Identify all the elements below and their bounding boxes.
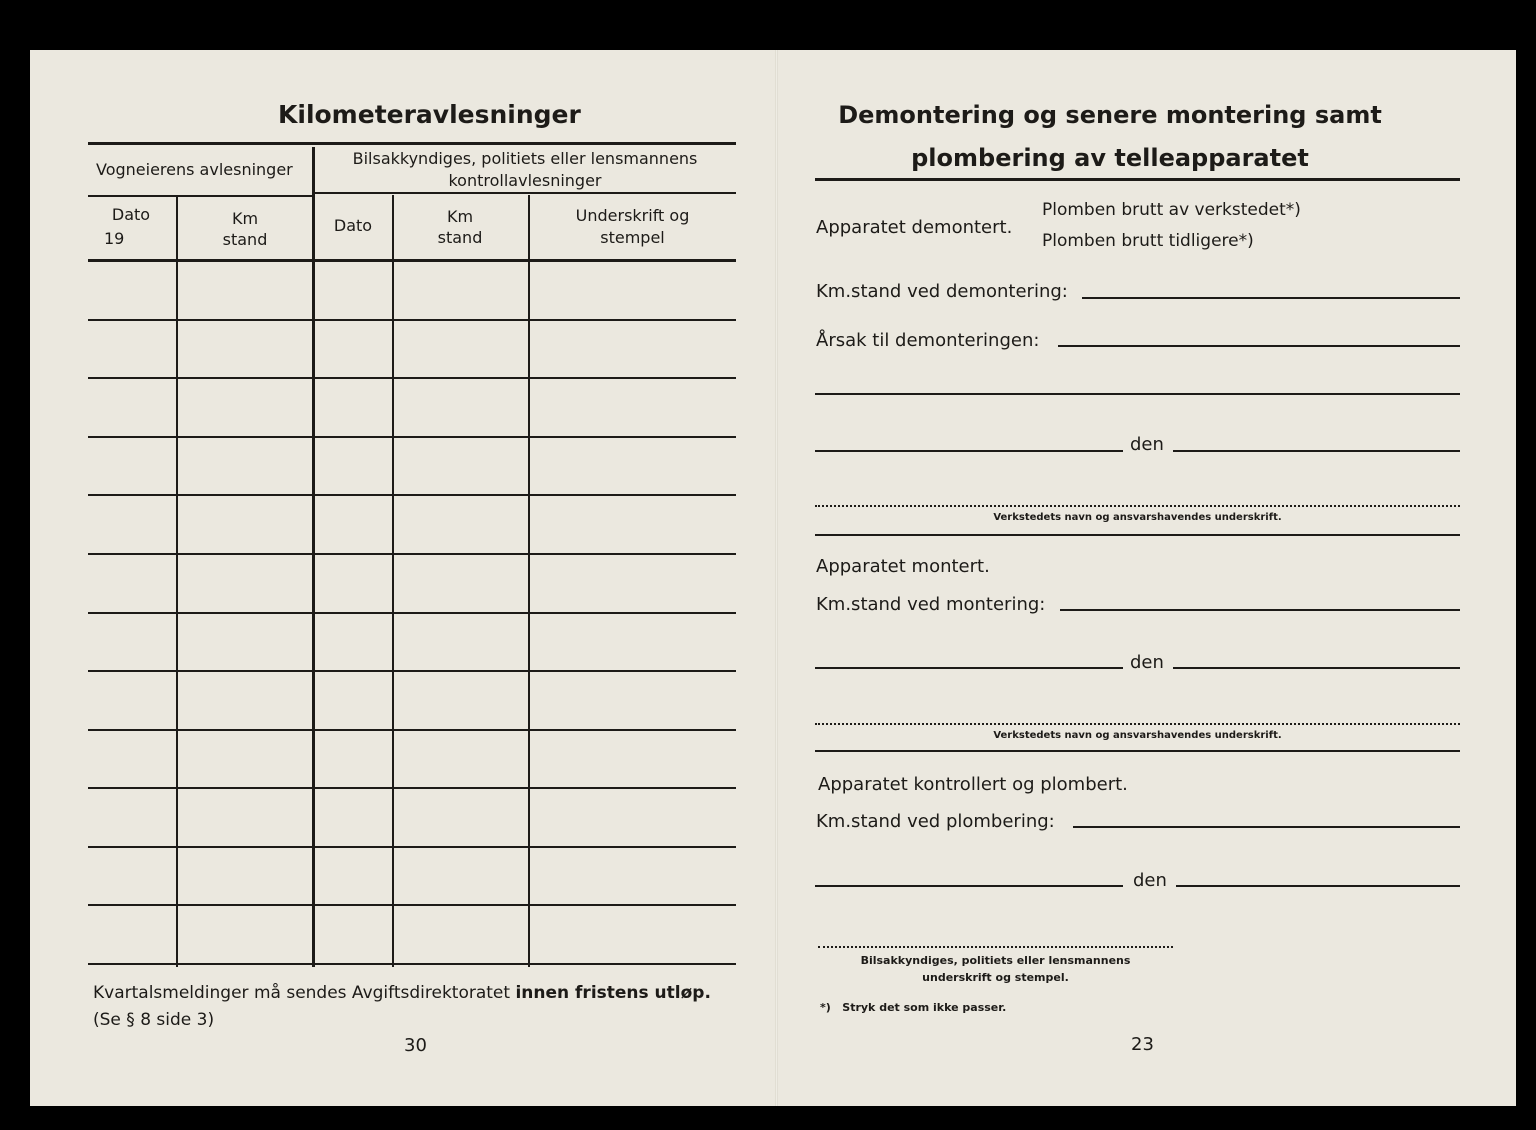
col-header-signature (530, 205, 735, 249)
table-row-rule (88, 787, 736, 789)
col-divider-2 (312, 147, 315, 967)
table-row-rule (88, 963, 736, 965)
bilsakk-caption-line1: Bilsakkyndiges, politiets eller lensmannens (860, 954, 1131, 967)
col-km2-label: Km (446, 207, 474, 226)
right-page-number: 23 (1131, 1034, 1154, 1055)
col-km-label: Km (231, 209, 259, 228)
verksted-sign-caption-1: Verkstedets navn og ansvarshavendes underskrift. (993, 512, 1282, 523)
page-fold (775, 50, 778, 1106)
table-header-rule-right (315, 192, 736, 194)
signature-field-3[interactable] (818, 946, 1173, 948)
left-page-number: 30 (404, 1035, 427, 1056)
col-dato-label: Dato (111, 205, 151, 224)
footer-note-text: Kvartalsmeldinger må sendes Avgiftsdirektoratet (93, 983, 516, 1003)
km-demontering-label: Km.stand ved demontering: (816, 281, 1068, 302)
footnote-text: Stryk det som ikke passer. (842, 1001, 1007, 1014)
col-divider-1 (176, 197, 178, 967)
col-header-km-stand (180, 208, 310, 250)
section-rule-1 (815, 534, 1460, 536)
arsak-label: Årsak til demonteringen: (816, 330, 1040, 351)
col-dato-year: 19 (104, 229, 125, 248)
footnote-mark: *) (820, 1001, 831, 1014)
place-field-2[interactable] (815, 667, 1123, 669)
col-header-km-stand2 (394, 206, 526, 248)
section-rule-2 (815, 750, 1460, 752)
km-plombering-label: Km.stand ved plombering: (816, 811, 1055, 832)
col-header-dato2: Dato (333, 216, 373, 235)
table-row-rule (88, 494, 736, 496)
right-title-line2: plombering av telleapparatet (911, 144, 1309, 172)
header-owner-readings: Vogneierens avlesninger (96, 160, 293, 179)
bilsakk-sign-caption (818, 952, 1173, 986)
col-sign-line1: Underskrift og (575, 206, 690, 225)
col-sign-line2: stempel (600, 228, 665, 247)
bilsakk-caption-line2: underskrift og stempel. (922, 971, 1069, 984)
left-page-title: Kilometeravlesninger (278, 100, 581, 129)
date-field-1[interactable] (1173, 450, 1460, 452)
footer-note (93, 983, 711, 1003)
footer-note-bold: innen fristens utløp. (515, 983, 711, 1003)
table-row-rule (88, 670, 736, 672)
col-header-dato (90, 203, 172, 251)
place-field-1[interactable] (815, 450, 1123, 452)
table-row-rule (88, 377, 736, 379)
right-title-line1: Demontering og senere montering samt (838, 101, 1382, 129)
table-header-bottom-rule (88, 259, 736, 262)
den-label-2: den (1130, 652, 1164, 673)
plomben-verksted-option[interactable]: Plomben brutt av verkstedet*) (1042, 200, 1301, 220)
plomben-tidligere-option[interactable]: Plomben brutt tidligere*) (1042, 231, 1254, 251)
footer-reference: (Se § 8 side 3) (93, 1010, 215, 1030)
arsak-field-line2[interactable] (815, 393, 1460, 395)
signature-field-2[interactable] (815, 723, 1460, 725)
right-page-title (830, 94, 1390, 180)
col-stand-label: stand (222, 230, 268, 249)
col-divider-4 (528, 195, 530, 967)
km-plombering-field[interactable] (1073, 826, 1460, 828)
den-label-1: den (1130, 434, 1164, 455)
table-row-rule (88, 904, 736, 906)
table-row-rule (88, 612, 736, 614)
place-field-3[interactable] (815, 885, 1123, 887)
table-header-rule-left (88, 195, 313, 197)
verksted-sign-caption-2: Verkstedets navn og ansvarshavendes underskrift. (993, 730, 1282, 741)
den-label-3: den (1133, 870, 1167, 891)
table-row-rule (88, 729, 736, 731)
col-stand2-label: stand (437, 228, 483, 247)
arsak-field[interactable] (1058, 345, 1460, 347)
right-title-rule (815, 178, 1460, 181)
table-row-rule (88, 436, 736, 438)
signature-field-1[interactable] (815, 505, 1460, 507)
table-row-rule (88, 553, 736, 555)
booklet-spread (30, 50, 1516, 1106)
col-divider-3 (392, 195, 394, 967)
table-row-rule (88, 319, 736, 321)
footnote (820, 1001, 1006, 1014)
km-montering-field[interactable] (1060, 609, 1460, 611)
header-control-readings (315, 148, 735, 192)
header-control-line1: Bilsakkyndiges, politiets eller lensmannens (352, 149, 698, 168)
kontrollert-label: Apparatet kontrollert og plombert. (818, 774, 1128, 795)
date-field-2[interactable] (1173, 667, 1460, 669)
date-field-3[interactable] (1176, 885, 1460, 887)
table-row-rule (88, 846, 736, 848)
demontert-label: Apparatet demontert. (816, 217, 1013, 238)
table-top-rule (88, 142, 736, 145)
km-demontering-field[interactable] (1082, 297, 1460, 299)
montert-label: Apparatet montert. (816, 556, 990, 577)
km-montering-label: Km.stand ved montering: (816, 594, 1046, 615)
header-control-line2: kontrollavlesninger (448, 171, 602, 190)
